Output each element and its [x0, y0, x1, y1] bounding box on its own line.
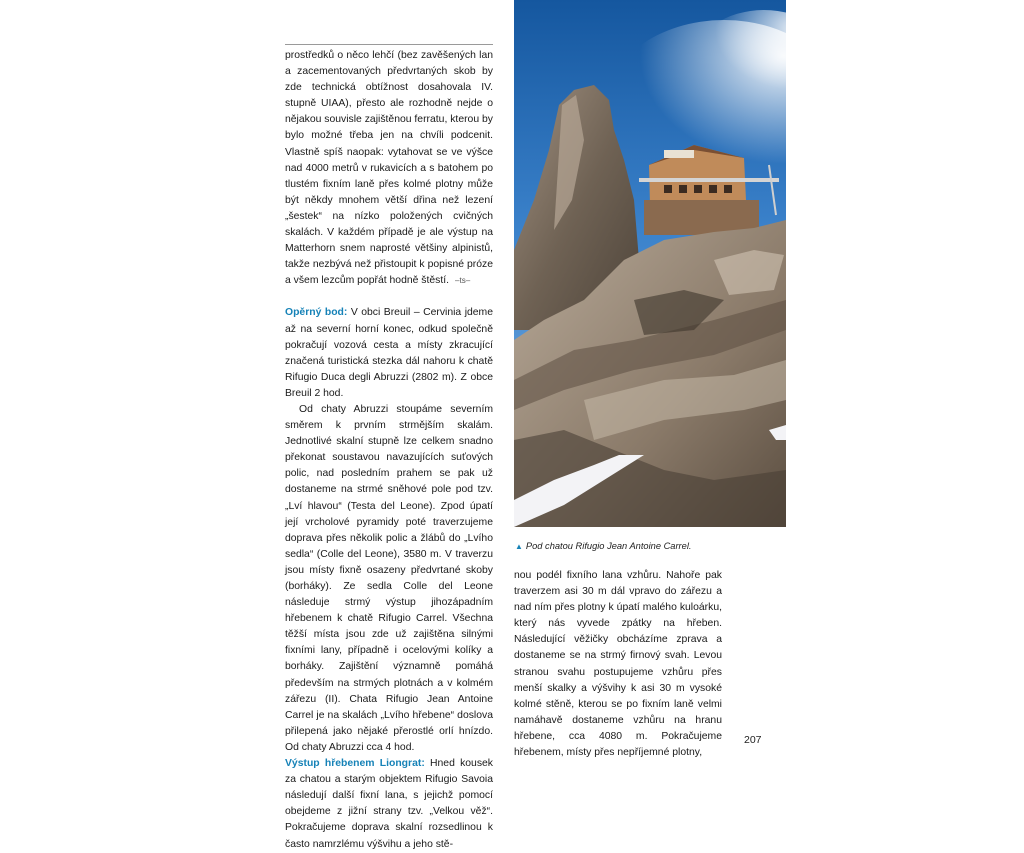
photo-illustration [514, 0, 786, 527]
page-number: 207 [744, 734, 762, 746]
base-paragraph: Opěrný bod: V obci Breuil – Cervinia jdeme až na severní horní konec, odkud společně pokračují vozová cesta a místy zkracující značená turistická stezka dál nahoru k chatě Rifugio Duca degli Abruzzi (2802 m). Z obce Breuil 2 hod. [285, 307, 493, 399]
right-text-column [514, 568, 722, 761]
intro-paragraph: prostředků o něco lehčí (bez zavěšených lan a zacementovaných předvrtaných skob by zde technická obtížnost dosahovala IV. stupně UIAA), přesto ale rozhodně nejde o nějakou souvisle zajištěnou ferratu, kterou by bylo možné třeba jen na chvíli podcenit. Vlastně spíš naopak: vytahovat se ve výšce nad 4000 metrů v rukavicích a s batohem po tlustém fixním laně přes kolmé plotny může být někdy mnohem větší dřina než lezení „šestek“ na nízko položených cvičných skalách. V každém případě je ale výstup na Matterhorn snem naprosté většiny alpinistů, takže nezbývá než přistoupit k popisné próze a všem lezcům popřát hodně štěstí. –ts– [285, 50, 493, 287]
approach-paragraph: Od chaty Abruzzi stoupáme severním směrem k prvním strmějším skalám. Jednotlivé skalní stupně lze celkem snadno překonat soustavou navazujících suťových polic, nad posledním prahem se pak už dostaneme na strmé sněhové pole pod tzv. „Lví hlavou“ (Testa del Leone). Zpod úpatí její vrcholové pyramidy poté traverzujeme doprava přes několik polic a žlábů do „Lvího sedla“ (Colle del Leone), 3580 m. V traverzu jsou místy fixně osazeny předvrtané skoby (borháky). Ze sedla Colle del Leone následuje strmý výstup jihozápadním hřebenem k chatě Rifugio Carrel. Všechna těžší místa jsou zde už zajištěna silnými fixními lany, případně i ocelovými kolíky a borháky. Zajištění významně pomáhá především na strmých plotnách a v kolmém zářezu (II). Chata Rifugio Jean Antoine Carrel je na skalách „Lvího hřebene“ doslova přilepená jako nějaké přerostlé orlí hnízdo. Od chaty Abruzzi cca 4 hod. [285, 403, 493, 753]
left-text-column [285, 44, 493, 853]
author-signature: –ts– [455, 276, 471, 286]
caption-marker: ▲ [515, 542, 523, 551]
photo-caption [515, 541, 795, 551]
mountain-hut-photo [514, 0, 786, 527]
top-rule [285, 44, 493, 45]
route-heading: Výstup hřebenem Liongrat: [285, 758, 425, 770]
route-paragraph: Výstup hřebenem Liongrat: Hned kousek za chatou a starým objektem Rifugio Savoia následují další fixní lana, s jejichž pomocí obejdeme z jižní strany tzv. „Velkou věž“. Pokračujeme doprava skalní rozsedlinou k často namrzlému výšvihu a jeho stě- [285, 758, 493, 850]
caption-text: Pod chatou Rifugio Jean Antoine Carrel. [525, 541, 692, 551]
continuation-paragraph: nou podél fixního lana vzhůru. Nahoře pak traverzem asi 30 m dál vpravo do zářezu a nad ním přes plotny k úpatí malého kuloárku, který nás vyvede zpátky na hřeben. Následující věžičky obcházíme zprava a dostaneme se na strmý firnový svah. Levou stranou svahu postupujeme vzhůru přes menší skalky a výšvihy k asi 30 m vysoké kolmé stěně, kterou se po fixním laně velmi namáhavě dostaneme vzhůru na hranu hřebene, cca 4080 m. Pokračujeme hřebenem, místy přes nepříjemné plotny, [514, 570, 722, 759]
base-heading: Opěrný bod: [285, 307, 348, 319]
